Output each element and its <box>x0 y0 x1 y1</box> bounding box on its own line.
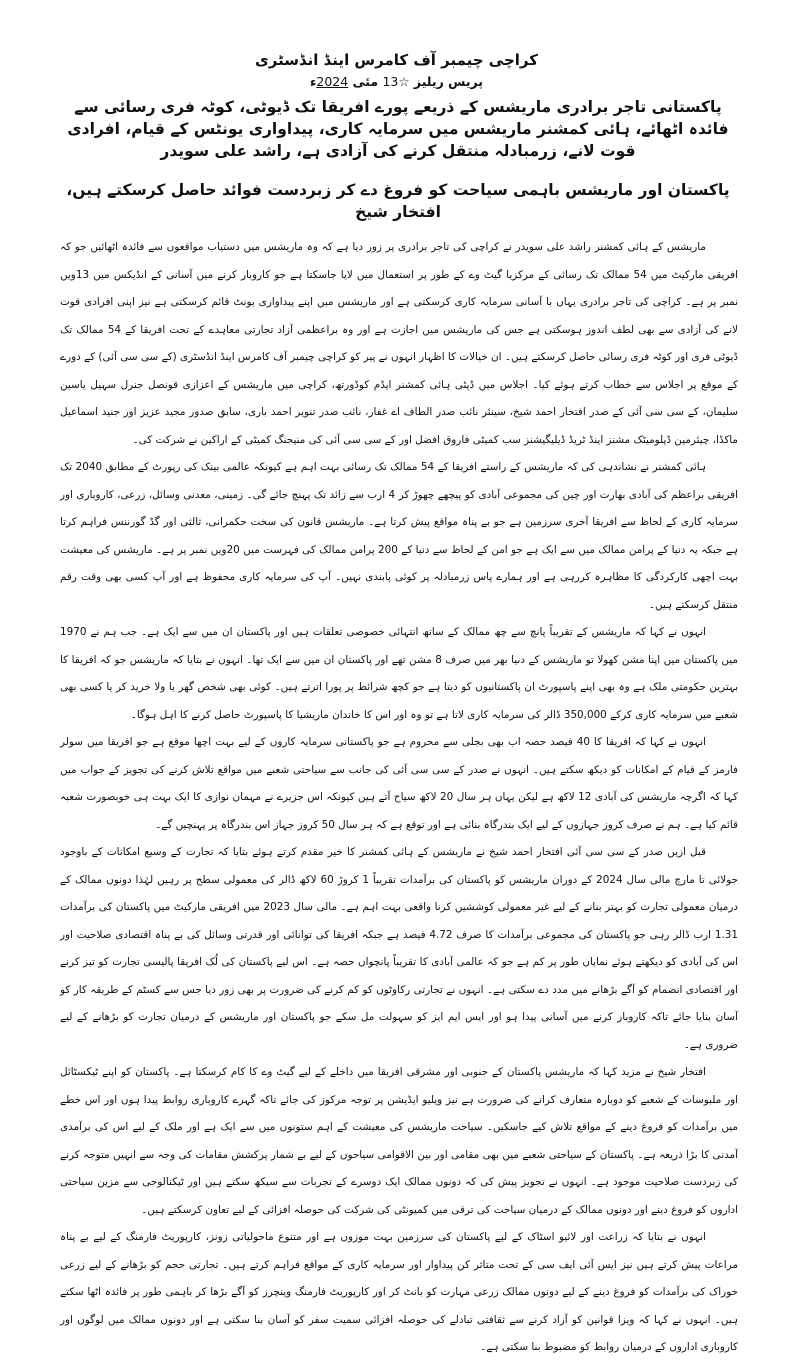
paragraph: انہوں نے بتایا کہ زراعت اور لائیو اسٹاک کے لیے پاکستان کی سرزمین بہت موزوں ہے اور متنوع ماحولیاتی زونز، کارپوریٹ فارمنگ کے لیے بے پناہ مراعات پیش کرتے ہیں نیز ایس آئی ایف سی کے تحت متاثر کن پیداوار اور سرمایہ کاری کے مواقع فراہم کرتے ہیں۔ تجارتی حجم کو بڑھانے کے لیے زرعی خوراک کی برآمدات کو فروغ دینے کے لیے دونوں ممالک زرعی مہارت کو بانٹ کر اور کارپوریٹ فارمنگ وینچرز کو آگے بڑھا کر باہمی طور پر فائدہ اٹھا سکتے ہیں۔ انہوں نے کہا کہ ویزا قوانین کو آزاد کرنے سے ثقافتی تبادلے کی حوصلہ افزائی سمیت سفر کو آسان بنا سکتی ہے اور دونوں ممالک میں لوگوں اور کاروباری اداروں کے درمیان روابط کو مضبوط بنا سکتی ہے۔ <box>60 1231 738 1353</box>
paragraph: ہائی کمشنر نے نشاندہی کی کہ ماریشس کے راستے افریقا کے 54 ممالک تک رسائی بہت اہم ہے کیونکہ عالمی بینک کی رپورٹ کے مطابق 2040 تک افریقی براعظم کی آبادی بھارت اور چین کی مجموعی آبادی کو پیچھے چھوڑ کر 4 ارب سے زائد تک پہنچ جائے گی۔ زمینی، معدنی وسائل، زرعی، کاروباری اور سرمایہ کاری کے لحاظ سے افریقا آخری سرزمین ہے جو بے پناہ مواقع پیش کرتا ہے۔ ماریشس قانون کی سخت حکمرانی، ثالثی اور گڈ گورننس فراہم کرتا ہے جبکہ یہ دنیا کے پرامن ممالک میں سے ایک ہے جو امن کے لحاظ سے دنیا کے 200 پرامن ممالک کی فہرست میں 20ویں نمبر پر ہے۔ ماریشس کی معیشت بہت اچھی کارکردگی کا مظاہرہ کررہی ہے اور ہمارے پاس زرمبادلہ پر کوئی پابندی نہیں۔ آپ کی سرمایہ کاری محفوظ ہے اور آپ کسی بھی وقت رقم منتقل کرسکتے ہیں۔ <box>60 461 738 611</box>
headline: پاکستانی تاجر برادری ماریشس کے ذریعے پورے افریقا تک ڈیوٹی، کوٹہ فری رسائی سے فائدہ اٹھائے، ہائی کمشنر ماریشس میں سرمایہ کاری، پیداواری یونٹس کے قیام، افرادی قوت لانے، زرمبادلہ منتقل کرنے کی آزادی ہے، راشد علی سویدر <box>67 98 729 160</box>
date-year: 2024 <box>316 74 349 89</box>
press-release-label: پریس ریلیز <box>413 74 483 89</box>
date-month: مئی <box>352 74 379 89</box>
press-release-dateline <box>0 73 793 91</box>
subheadline: پاکستان اور ماریشس باہمی سیاحت کو فروغ دے کر زبردست فوائد حاصل کرسکتے ہیں، افتخار شیخ <box>66 181 730 221</box>
organization-title: کراچی چیمبر آف کامرس اینڈ انڈسٹری <box>255 51 538 69</box>
paragraph: انہوں نے کہا کہ ماریشس کے تقریباً پانچ سے چھ ممالک کے ساتھ انتہائی خصوصی تعلقات ہیں اور پاکستان ان میں سے ایک ہے۔ جب ہم نے 1970 میں پاکستان میں اپنا مشن کھولا تو ماریشس کے دنیا بھر میں صرف 8 مشن تھے اور پاکستان ان میں سے ایک تھا۔ انہوں نے بتایا کہ ماریشس جو کہ افریقا کا بہترین حکومتی ملک ہے وہ بھی اپنے پاسپورٹ ان پاکستانیوں کو دیتا ہے جو کچھ شرائط پر پورا اترتے ہیں۔ کوئی بھی شخص گھر یا ولا خرید کر یا کسی بھی شعبے میں سرمایہ کاری کرکے 350,000 ڈالر کی سرمایہ کاری لاتا ہے تو وہ اور اس کا خاندان ماریشیا کا پاسپورٹ حاصل کرنے کا اہل ہوگا۔ <box>60 626 738 721</box>
paragraph: انہوں نے کہا کہ افریقا کا 40 فیصد حصہ اب بھی بجلی سے محروم ہے جو پاکستانی سرمایہ کاروں کے لیے بہت اچھا موقع ہے جو افریقا میں سولر فارمز کے قیام کے امکانات کو دیکھ سکتے ہیں۔ انہوں نے صدر کے سی سی آئی کی جانب سے سیاحتی شعبے میں مواقع تلاش کرنے کی تجویز کے جواب میں کہا کہ اگرچہ ماریشس کی آبادی 12 لاکھ ہے لیکن یہاں ہر سال 20 لاکھ سیاح آتے ہیں کیونکہ اس جزیرے نے مہمان نوازی کا ایک بہت ہی خوبصورت شعبہ قائم کیا ہے۔ ہم نے صرف کروز جہازوں کے لیے ایک بندرگاہ بنائی ہے اور توقع ہے کہ ہر سال 50 کروز جہاز اس بندرگاہ پر پہنچیں گے۔ <box>60 736 738 831</box>
paragraph: ماریشس کے ہائی کمشنر راشد علی سویدر نے کراچی کی تاجر برادری پر زور دیا ہے کہ وہ ماریشس میں دستیاب مواقعوں سے فائدہ اٹھائیں جو کہ افریقی مارکیٹ میں 54 ممالک تک رسائی کے مرکزیا گیٹ وے کے طور پر استعمال میں لایا جاسکتا ہے جو کاروبار کرنے میں آسانی کے انڈیکس میں 13ویں نمبر پر ہے۔ کراچی کی تاجر برادری یہاں با آسانی سرمایہ کاری کرسکتی ہے اور ماریشس میں اپنے پیداواری یونٹ قائم کرسکتی ہے نیز اپنی افرادی قوت لانے کی آزادی سے بھی لطف اندوز ہوسکتی ہے جس کی ماریشس میں اجازت ہے اور وہ براعظمی آزاد تجارتی معاہدے کے تحت افریقا کے 54 ممالک تک ڈیوٹی فری اور کوٹہ فری رسائی حاصل کرسکتے ہیں۔ ان خیالات کا اظہار انہوں نے پیر کو کراچی چیمبر آف کامرس اینڈ انڈسٹری (کے سی سی آئی) کے دورے کے موقع پر اجلاس سے خطاب کرتے ہوئے کیا۔ اجلاس میں ڈپٹی ہائی کمشنر ایڈم کوڈورتھ، کراچی میں ماریشس کے اعزازی قونصل جنرل سہیل یاسین سلیمان، کے سی سی آئی کے صدر افتخار احمد شیخ، سینئر نائب صدر الطاف اے غفار، نائب صدر تنویر احمد باری، سابق صدور مجید عزیز اور جنید اسماعیل ماکڈا، چیئرمین ڈپلومیٹک مشنز اینڈ ٹریڈ ڈیلیگیشنز سب کمیٹی فاروق افضل اور کے سی سی آئی کی منیجنگ کمیٹی کے اراکین نے شرکت کی۔ <box>60 241 738 446</box>
star-icon: ☆ <box>398 74 410 89</box>
date-year-suffix: ء <box>310 74 317 89</box>
paragraph: افتخار شیخ نے مزید کہا کہ ماریشس پاکستان کے جنوبی اور مشرقی افریقا میں داخلے کے لیے گیٹ وے کا کام کرسکتا ہے۔ پاکستان کو اپنے ٹیکسٹائل اور ملبوسات کے شعبے کو دوبارہ متعارف کرانے کی ضرورت ہے نیز ویلیو ایڈیشن پر توجہ مرکوز کی جائے تاکہ گہرے کاروباری روابط پیدا ہوں اور اس خطے میں برآمدات کو فروغ دینے کے مواقع تلاش کیے جاسکیں۔ سیاحت ماریشس کی معیشت کے اہم ستونوں میں سے ایک ہے اور ملک کے لیے اس کی برآمدی آمدنی کا بڑا ذریعہ ہے۔ پاکستان کے سیاحتی شعبے میں بھی مقامی اور بین الاقوامی سیاحوں کے لیے بے شمار پرکشش مقامات کی وجہ سے انہیں متوجہ کرنے کی زبردست صلاحیت موجود ہے۔ انہوں نے تجویز پیش کی کہ دونوں ممالک ایک دوسرے کے تجربات سے سیکھ سکتے ہیں اور ٹیکنالوجی سے مزین سیاحتی اداروں کو فروغ دینے اور دونوں ممالک کے درمیان سیاحت کی ترقی میں کمیونٹی کی شرکت کی حوصلہ افزائی کے لیے تعاون کرسکتے ہیں۔ <box>60 1066 738 1216</box>
date-day: 13 <box>382 74 399 89</box>
article-body <box>60 234 738 1362</box>
paragraph: قبل ازیں صدر کے سی سی آئی افتخار احمد شیخ نے ماریشس کے ہائی کمشنر کا خیر مقدم کرتے ہوئے بتایا کہ تجارت کے وسیع امکانات کے باوجود جولائی تا مارچ مالی سال 2024 کے دوران ماریشس کو پاکستان کی برآمدات تقریباً 1 کروڑ 60 لاکھ ڈالر کی معمولی سطح پر رہیں لہٰذا دونوں ممالک کے درمیان معمولی تجارت کو بہتر بنانے کے لیے غیر معمولی کوششیں کرنا واقعی بہت اہم ہے۔ مالی سال 2023 میں افریقی مارکیٹ میں پاکستان کی برآمدات 1.31 ارب ڈالر رہی جو پاکستان کی مجموعی برآمدات کا صرف 4.72 فیصد ہے جبکہ افریقا کی توانائی اور قدرتی وسائل کی بے پناہ اقتصادی صلاحیت اور اس کی آبادی کو دیکھتے ہوئے نمایاں طور پر کم ہے جو کہ عالمی آبادی کا تقریباً پانچواں حصہ ہے۔ اس لیے پاکستان کی لُک افریقا پالیسی تجارت کو تیز کرنے اور اقتصادی انضمام کو آگے بڑھانے میں مدد دے سکتی ہے۔ انہوں نے تجارتی رکاوٹوں کو کم کرنے کی ضرورت پر بھی زور دیا جس سے کسٹم کے طریقہ کار کو آسان بنایا جائے تاکہ کاروبار کرنے میں آسانی پیدا ہو اور ایس ایم ایز کو سہولت مل سکے جو پاکستان اور ماریشس کے درمیان تجارت کو بڑھانے کے لیے ضروری ہے۔ <box>60 846 738 1051</box>
